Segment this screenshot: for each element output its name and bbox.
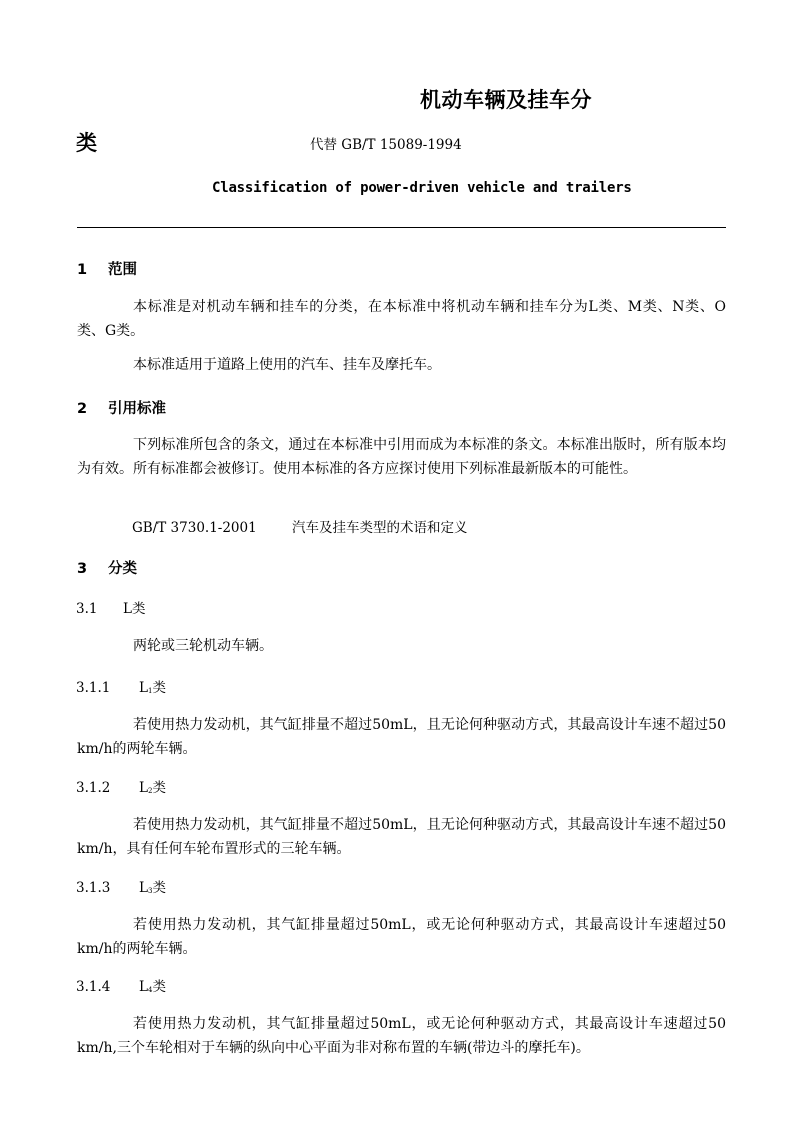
section-title: 范围 xyxy=(108,262,137,278)
section-3-1-paragraph: 两轮或三轮机动车辆。 xyxy=(133,638,273,654)
section-3-1-4-paragraph: 若使用热力发动机，其气缸排量超过50mL，或无论何种驱动方式，其最高设计车速超过50 km/h,三个车轮相对于车辆的纵向中心平面为非对称布置的车辆(带边斗的摩托车)。 xyxy=(77,1016,726,1056)
category-letter: L xyxy=(139,880,148,896)
section-2-heading xyxy=(77,397,166,418)
category-subscript: 2 xyxy=(147,787,153,795)
section-title: 引用标准 xyxy=(108,401,166,417)
category-subscript: 1 xyxy=(147,687,153,695)
section-number: 3.1 xyxy=(76,601,98,617)
section-3-heading xyxy=(77,557,137,578)
section-number: 3.1.1 xyxy=(76,680,111,696)
category-suffix: 类 xyxy=(152,979,166,995)
reference-code: GB/T 3730.1-2001 xyxy=(132,520,257,536)
section-number: 3.1.4 xyxy=(76,979,111,995)
section-1-heading xyxy=(77,258,137,279)
category-subscript: 4 xyxy=(147,986,153,994)
category-letter: L xyxy=(139,979,148,995)
section-3-1-heading xyxy=(76,597,145,617)
section-3-1-3-heading xyxy=(76,876,166,896)
category-letter: L xyxy=(139,680,148,696)
section-1-paragraph-2: 本标准适用于道路上使用的汽车、挂车及摩托车。 xyxy=(133,357,441,373)
section-number: 1 xyxy=(77,262,88,278)
section-3-1-2-paragraph: 若使用热力发动机，其气缸排量不超过50mL，且无论何种驱动方式，其最高设计车速不超过50 km/h，具有任何车轮布置形式的三轮车辆。 xyxy=(77,817,726,857)
reference-title: 汽车及挂车类型的术语和定义 xyxy=(292,520,468,536)
category-subscript: 3 xyxy=(147,887,153,895)
section-number: 3.1.3 xyxy=(76,880,111,896)
section-3-1-2-heading xyxy=(76,776,166,796)
section-3-1-1-paragraph: 若使用热力发动机，其气缸排量不超过50mL，且无论何种驱动方式，其最高设计车速不超过50 km/h的两轮车辆。 xyxy=(77,717,726,757)
section-number: 3.1.2 xyxy=(76,780,111,796)
section-number: 2 xyxy=(77,401,88,417)
section-1-paragraph-1: 本标准是对机动车辆和挂车的分类，在本标准中将机动车辆和挂车分为L类、M类、N类、O类、G类。 xyxy=(77,299,726,339)
category-suffix: 类 xyxy=(152,680,166,696)
header-divider xyxy=(77,227,726,228)
category-letter: L xyxy=(139,780,148,796)
section-3-1-4-heading xyxy=(76,975,166,995)
english-title: Classification of power-driven vehicle and trailers xyxy=(212,180,632,196)
category-suffix: 类 xyxy=(152,880,166,896)
section-2-paragraph-1: 下列标准所包含的条文，通过在本标准中引用而成为本标准的条文。本标准出版时，所有版本均为有效。所有标准都会被修订。使用本标准的各方应探讨使用下列标准最新版本的可能性。 xyxy=(77,437,726,477)
section-title: 分类 xyxy=(108,561,137,577)
section-title: L类 xyxy=(123,601,146,617)
section-number: 3 xyxy=(77,561,88,577)
document-title-continuation: 类 xyxy=(76,131,97,155)
section-3-1-3-paragraph: 若使用热力发动机，其气缸排量超过50mL，或无论何种驱动方式，其最高设计车速超过50 km/h的两轮车辆。 xyxy=(77,917,726,957)
referenced-standard xyxy=(132,516,468,536)
category-suffix: 类 xyxy=(152,780,166,796)
replaces-standard: 代替 GB/T 15089-1994 xyxy=(310,137,462,153)
section-3-1-1-heading xyxy=(76,676,166,696)
document-title: 机动车辆及挂车分 xyxy=(420,88,592,112)
